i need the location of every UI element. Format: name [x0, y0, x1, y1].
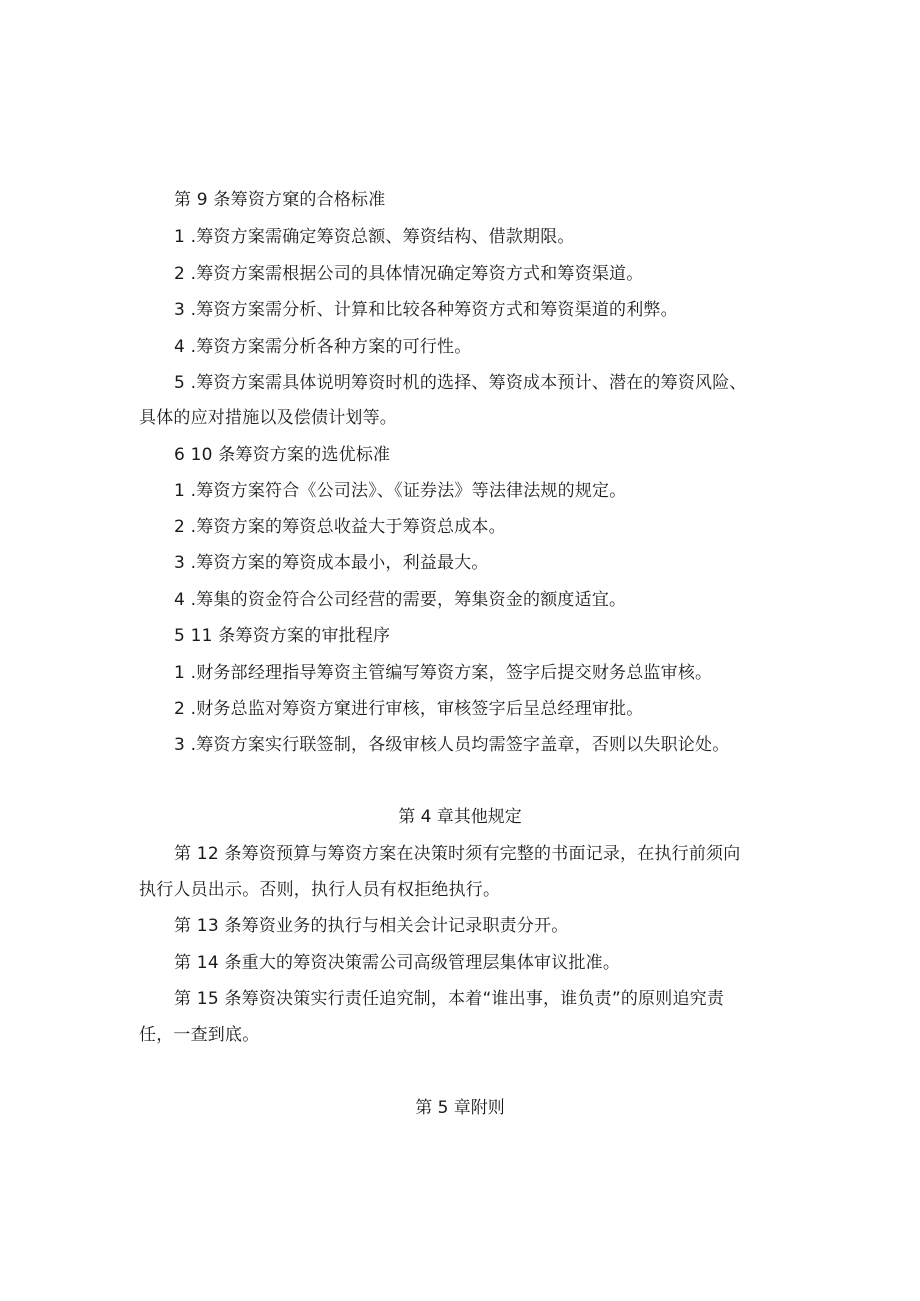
- article-11-item-2: 2 .财务总监对筹资方窠进行审核，审核签字后呈总经理审批。: [174, 699, 644, 719]
- article-15-line-2: 任，一查到底。: [139, 1025, 260, 1045]
- article-14: 第 14 条重大的筹资决策需公司高级管理层集体审议批准。: [174, 953, 621, 973]
- article-11-item-3: 3 .筹资方案实行联签制，各级审核人员均需签字盖章，否则以失职论处。: [174, 735, 730, 755]
- article-9-item-4: 4 .筹资方案需分析各种方案的可行性。: [174, 337, 472, 357]
- article-12-line-1: 第 12 条筹资预算与筹资方案在决策时须有完整的书面记录，在执行前须向: [174, 844, 741, 864]
- article-9-item-2: 2 .筹资方案需根据公司的具体情况确定筹资方式和筹资渠道。: [174, 264, 644, 284]
- article-9-item-5: 5 .筹资方案需具体说明筹资时机的选择、筹资成本预计、潜在的筹资风险、: [174, 373, 747, 393]
- article-9-item-5-cont: 具体的应对措施以及偿债计划等。: [139, 408, 397, 428]
- article-9-item-3: 3 .筹资方案需分析、计算和比较各种筹资方式和筹资渠道的利弊。: [174, 300, 678, 320]
- article-9-item-1: 1 .筹资方案需确定筹资总额、筹资结构、借款期限。: [174, 227, 575, 247]
- chapter-5-heading: 第 5 章附则: [415, 1098, 505, 1118]
- article-11-title: 5 11 条筹资方案的审批程序: [174, 626, 391, 646]
- article-12-line-2: 执行人员出示。否则，执行人员有权拒绝执行。: [139, 880, 501, 900]
- article-10-title: 6 10 条筹资方案的选优标准: [174, 445, 391, 465]
- article-10-item-2: 2 .筹资方案的筹资总收益大于筹资总成本。: [174, 517, 506, 537]
- article-10-item-3: 3 .筹资方案的筹资成本最小，利益最大。: [174, 553, 489, 573]
- chapter-4-heading: 第 4 章其他规定: [398, 807, 522, 827]
- article-11-item-1: 1 .财务部经理指导筹资主管编写筹资方案，签字后提交财务总监审核。: [174, 663, 713, 683]
- article-13: 第 13 条筹资业务的执行与相关会计记录职责分开。: [174, 916, 569, 936]
- article-9-title: 第 9 条筹资方窠的合格标准: [174, 190, 386, 210]
- article-15-line-1: 第 15 条筹资决策实行责任追究制，本着“谁出事，谁负责”的原则追究责: [174, 989, 725, 1009]
- article-10-item-4: 4 .筹集的资金符合公司经营的需要，筹集资金的额度适宜。: [174, 590, 627, 610]
- article-10-item-1: 1 .筹资方案符合《公司法》、《证券法》等法律法规的规定。: [174, 481, 627, 501]
